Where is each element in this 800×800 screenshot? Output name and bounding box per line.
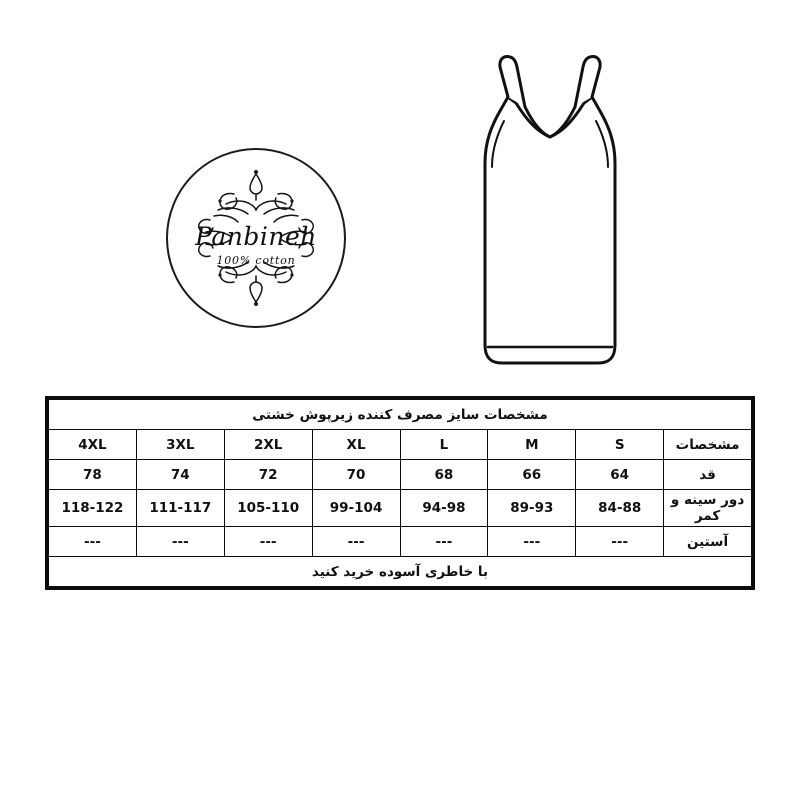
cell-sleeve-m: --- bbox=[488, 527, 576, 557]
cell-sleeve-3xl: --- bbox=[136, 527, 224, 557]
cell-sleeve-xl: --- bbox=[312, 527, 400, 557]
cell-chest-4xl: 118-122 bbox=[49, 490, 137, 527]
header-cell-3xl: 3XL bbox=[136, 430, 224, 460]
brand-name: Panbineh bbox=[195, 222, 317, 251]
cell-height-l: 68 bbox=[400, 460, 488, 490]
brand-tagline: 100% cotton bbox=[216, 254, 296, 267]
cell-sleeve-2xl: --- bbox=[224, 527, 312, 557]
table-title-row bbox=[49, 400, 752, 430]
cell-chest-m: 89-93 bbox=[488, 490, 576, 527]
header-cell-m: M bbox=[488, 430, 576, 460]
cell-sleeve-s: --- bbox=[576, 527, 664, 557]
table-footer-message: با خاطری آسوده خرید کنید bbox=[49, 557, 752, 587]
header-cell-s: S bbox=[576, 430, 664, 460]
table-row bbox=[49, 527, 752, 557]
cell-chest-2xl: 105-110 bbox=[224, 490, 312, 527]
header-cell-xl: XL bbox=[312, 430, 400, 460]
table-title: مشخصات سایز مصرف کننده زیرپوش خشتی bbox=[49, 400, 752, 430]
cell-height-4xl: 78 bbox=[49, 460, 137, 490]
row-label-height: قد bbox=[664, 460, 752, 490]
cell-height-m: 66 bbox=[488, 460, 576, 490]
header-cell-4xl: 4XL bbox=[49, 430, 137, 460]
cell-sleeve-4xl: --- bbox=[49, 527, 137, 557]
cell-height-xl: 70 bbox=[312, 460, 400, 490]
cell-chest-s: 84-88 bbox=[576, 490, 664, 527]
cell-sleeve-l: --- bbox=[400, 527, 488, 557]
header-cell-attribute: مشخصات bbox=[664, 430, 752, 460]
row-label-chest-waist: دور سینه و کمر bbox=[664, 490, 752, 527]
camisole-tank-top-icon bbox=[430, 45, 670, 375]
cell-chest-l: 94-98 bbox=[400, 490, 488, 527]
row-label-sleeve: آستین bbox=[664, 527, 752, 557]
table-footer-row bbox=[49, 557, 752, 587]
cell-height-3xl: 74 bbox=[136, 460, 224, 490]
cell-height-s: 64 bbox=[576, 460, 664, 490]
size-table-grid bbox=[48, 399, 752, 587]
cell-chest-xl: 99-104 bbox=[312, 490, 400, 527]
table-header-row bbox=[49, 430, 752, 460]
header-cell-l: L bbox=[400, 430, 488, 460]
cell-chest-3xl: 111-117 bbox=[136, 490, 224, 527]
header-cell-2xl: 2XL bbox=[224, 430, 312, 460]
size-table bbox=[45, 396, 755, 590]
table-row bbox=[49, 460, 752, 490]
brand-logo bbox=[166, 148, 346, 328]
table-row bbox=[49, 490, 752, 527]
cell-height-2xl: 72 bbox=[224, 460, 312, 490]
